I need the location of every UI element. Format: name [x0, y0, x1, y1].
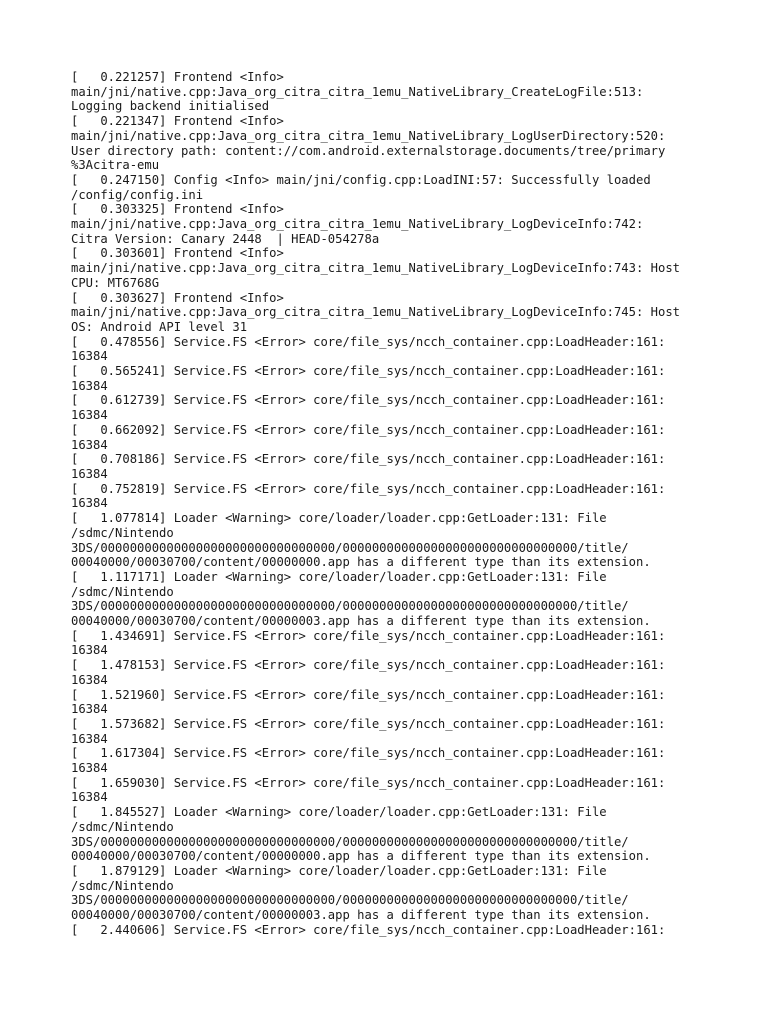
log-line: /sdmc/Nintendo [71, 525, 174, 540]
log-line: 3DS/00000000000000000000000000000000/00000000000000000000000000000000/title/ [71, 599, 629, 614]
log-line: [ 0.221257] Frontend <Info> [71, 70, 284, 84]
log-line: 00040000/00030700/content/00000000.app has a different type than its extension. [71, 849, 651, 864]
log-line: 16384 [71, 437, 108, 452]
log-line: [ 0.708186] Service.FS <Error> core/file_sys/ncch_container.cpp:LoadHeader:161: [71, 452, 666, 467]
log-line: [ 1.845527] Loader <Warning> core/loader/loader.cpp:GetLoader:131: File [71, 805, 607, 820]
log-line: 16384 [71, 466, 108, 481]
log-line: 16384 [71, 496, 108, 511]
log-line: 16384 [71, 761, 108, 776]
log-line: [ 0.612739] Service.FS <Error> core/file_sys/ncch_container.cpp:LoadHeader:161: [71, 393, 666, 408]
log-line: [ 0.303325] Frontend <Info> [71, 202, 284, 217]
log-line: 16384 [71, 349, 108, 364]
log-line: 3DS/00000000000000000000000000000000/00000000000000000000000000000000/title/ [71, 893, 629, 908]
log-line: [ 1.077814] Loader <Warning> core/loader/loader.cpp:GetLoader:131: File [71, 511, 607, 526]
log-document [71, 70, 761, 937]
log-line: 3DS/00000000000000000000000000000000/00000000000000000000000000000000/title/ [71, 540, 629, 555]
log-line: [ 1.434691] Service.FS <Error> core/file_sys/ncch_container.cpp:LoadHeader:161: [71, 628, 666, 643]
log-line: 16384 [71, 672, 108, 687]
log-line: %3Acitra-emu [71, 158, 160, 173]
log-line: main/jni/native.cpp:Java_org_citra_citra_1emu_NativeLibrary_LogDeviceInfo:743: Host [71, 261, 681, 276]
log-line: [ 0.221347] Frontend <Info> [71, 114, 284, 129]
log-line: /config/config.ini [71, 187, 204, 202]
log-line: main/jni/native.cpp:Java_org_citra_citra_1emu_NativeLibrary_LogDeviceInfo:742: [71, 217, 644, 232]
log-line: [ 1.573682] Service.FS <Error> core/file_sys/ncch_container.cpp:LoadHeader:161: [71, 716, 666, 731]
log-line: OS: Android API level 31 [71, 319, 248, 334]
log-line: 3DS/00000000000000000000000000000000/00000000000000000000000000000000/title/ [71, 834, 629, 849]
log-line: [ 0.565241] Service.FS <Error> core/file_sys/ncch_container.cpp:LoadHeader:161: [71, 364, 666, 379]
log-line: [ 0.303627] Frontend <Info> [71, 290, 284, 305]
log-line: [ 1.478153] Service.FS <Error> core/file_sys/ncch_container.cpp:LoadHeader:161: [71, 658, 666, 673]
log-line: 00040000/00030700/content/00000003.app has a different type than its extension. [71, 908, 651, 923]
log-line: 16384 [71, 408, 108, 423]
log-line: 16384 [71, 702, 108, 717]
log-line: [ 2.440606] Service.FS <Error> core/file_sys/ncch_container.cpp:LoadHeader:161: [71, 922, 666, 937]
log-line: CPU: MT6768G [71, 275, 160, 290]
log-line: main/jni/native.cpp:Java_org_citra_citra_1emu_NativeLibrary_CreateLogFile:513: [71, 84, 644, 99]
log-line: [ 0.662092] Service.FS <Error> core/file_sys/ncch_container.cpp:LoadHeader:161: [71, 422, 666, 437]
log-line: [ 0.752819] Service.FS <Error> core/file_sys/ncch_container.cpp:LoadHeader:161: [71, 481, 666, 496]
log-line: [ 0.478556] Service.FS <Error> core/file_sys/ncch_container.cpp:LoadHeader:161: [71, 334, 666, 349]
log-line: [ 1.879129] Loader <Warning> core/loader/loader.cpp:GetLoader:131: File [71, 863, 607, 878]
log-line: /sdmc/Nintendo [71, 584, 174, 599]
log-line: User directory path: content://com.android.externalstorage.documents/tree/primary [71, 143, 666, 158]
log-line: [ 1.521960] Service.FS <Error> core/file_sys/ncch_container.cpp:LoadHeader:161: [71, 687, 666, 702]
log-line: 00040000/00030700/content/00000003.app has a different type than its extension. [71, 614, 651, 629]
log-line: [ 0.303601] Frontend <Info> [71, 246, 284, 261]
log-line: [ 1.617304] Service.FS <Error> core/file_sys/ncch_container.cpp:LoadHeader:161: [71, 746, 666, 761]
log-line: [ 0.247150] Config <Info> main/jni/config.cpp:LoadINI:57: Successfully loaded [71, 172, 651, 187]
log-line: 16384 [71, 643, 108, 658]
log-line: /sdmc/Nintendo [71, 878, 174, 893]
log-line: 16384 [71, 790, 108, 805]
log-line: 00040000/00030700/content/00000000.app has a different type than its extension. [71, 555, 651, 570]
log-line: Citra Version: Canary 2448 | HEAD-054278a [71, 231, 380, 246]
log-line: /sdmc/Nintendo [71, 819, 174, 834]
log-line: [ 1.659030] Service.FS <Error> core/file_sys/ncch_container.cpp:LoadHeader:161: [71, 775, 666, 790]
log-line: main/jni/native.cpp:Java_org_citra_citra_1emu_NativeLibrary_LogDeviceInfo:745: Host [71, 305, 681, 320]
log-line: main/jni/native.cpp:Java_org_citra_citra_1emu_NativeLibrary_LogUserDirectory:520: [71, 128, 666, 143]
log-line: [ 1.117171] Loader <Warning> core/loader/loader.cpp:GetLoader:131: File [71, 569, 607, 584]
log-line: 16384 [71, 378, 108, 393]
log-line: Logging backend initialised [71, 99, 270, 114]
log-line: 16384 [71, 731, 108, 746]
